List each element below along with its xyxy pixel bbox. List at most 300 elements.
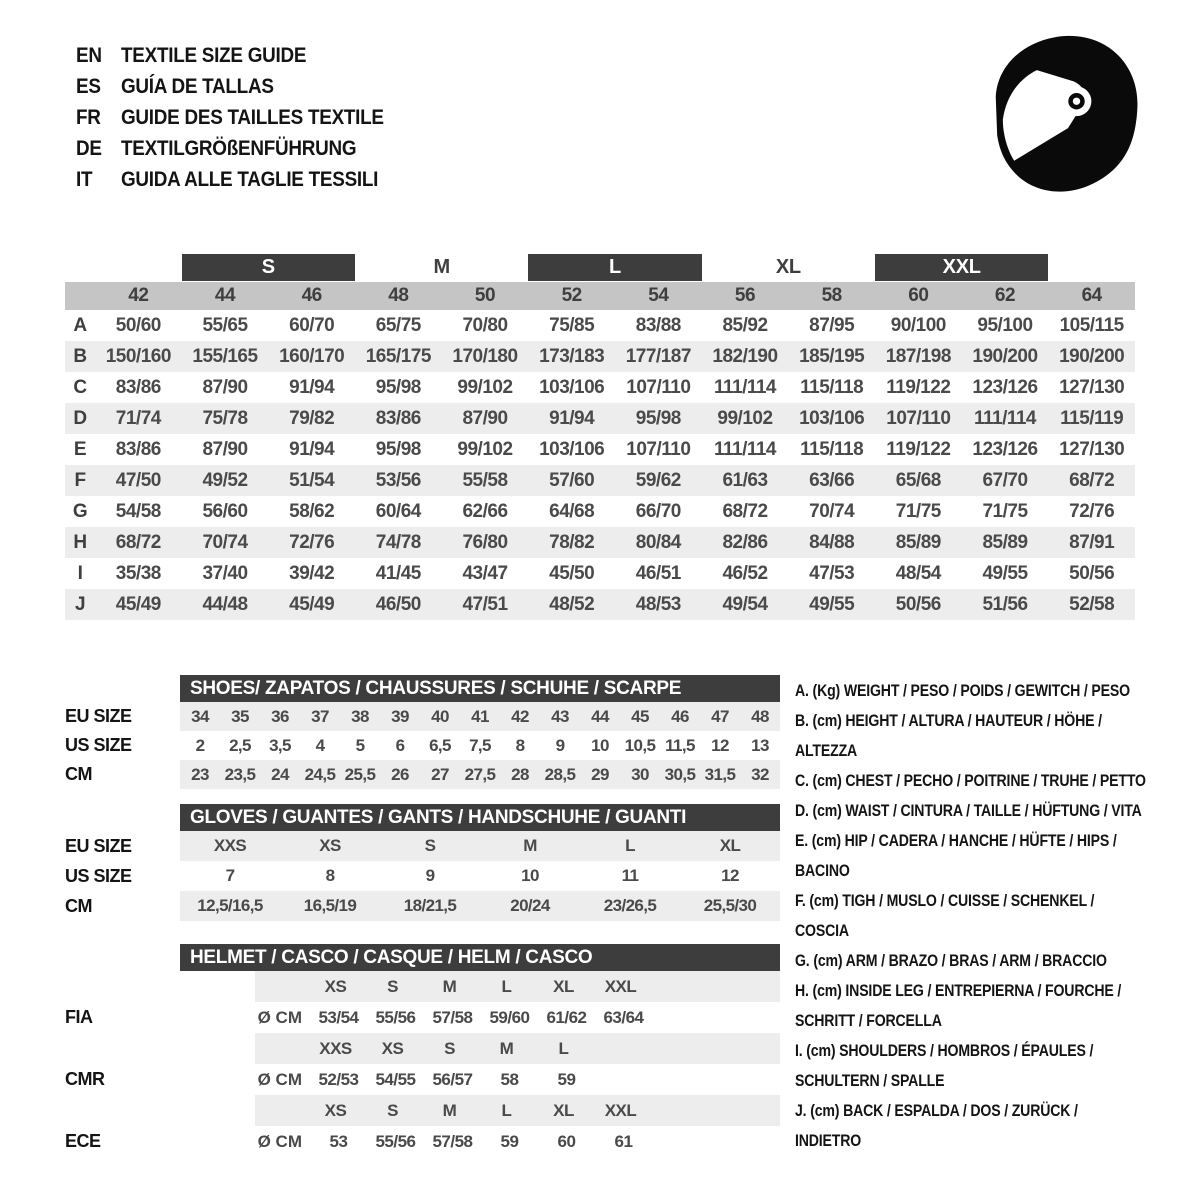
size-value: 123/126 xyxy=(972,438,1038,460)
helmet-size-value: 59 xyxy=(557,1069,576,1089)
legend-item-e: E. (cm) HIP / CADERA / HANCHE / HÜFTE / HIPS / BACINO xyxy=(795,831,1117,880)
size-value: 46/50 xyxy=(375,593,421,615)
size-value: 68/72 xyxy=(722,500,768,522)
spacer xyxy=(65,971,180,1002)
size-value: 68/72 xyxy=(1069,469,1115,491)
size-number-row xyxy=(65,282,1135,310)
shoes-value: 24,5 xyxy=(304,764,336,784)
size-value: 95/100 xyxy=(977,314,1033,336)
size-value: 35/38 xyxy=(115,562,161,584)
legend-item-b: B. (cm) HEIGHT / ALTURA / HAUTEUR / HÖHE / ALTEZZA xyxy=(795,711,1102,760)
shoes-table xyxy=(65,702,780,789)
language-code: IT xyxy=(76,168,93,191)
gloves-value: L xyxy=(625,836,635,855)
helmet-size-header: L xyxy=(501,976,512,996)
shoes-value: 24 xyxy=(271,764,289,784)
size-value: 45/49 xyxy=(115,593,161,615)
size-value: 76/80 xyxy=(462,531,508,553)
shoes-value: 6 xyxy=(395,735,405,755)
helmet-size-value: 57/58 xyxy=(432,1131,473,1151)
size-value: 49/54 xyxy=(722,593,768,615)
shoes-value: 10,5 xyxy=(624,735,656,755)
helmet-size-header: XXS xyxy=(319,1038,352,1058)
size-group-l: L xyxy=(528,254,701,281)
helmet-size-value: 52/53 xyxy=(318,1069,359,1089)
size-value: 160/170 xyxy=(279,345,345,367)
helmet-size-header-row xyxy=(65,1033,780,1064)
helmet-size-header: XS xyxy=(324,976,347,996)
shoes-value: 10 xyxy=(591,735,609,755)
standard-label: ECE xyxy=(65,1131,101,1151)
size-value: 105/115 xyxy=(1059,314,1124,336)
spacer xyxy=(180,971,255,1002)
legend-item-i: I. (cm) SHOULDERS / HOMBROS / ÉPAULES / SCHULTERN / SPALLE xyxy=(795,1041,1094,1090)
measurement-legend xyxy=(795,676,1147,1156)
size-column-header: 56 xyxy=(734,285,756,306)
gloves-value: 18/21,5 xyxy=(403,896,457,915)
size-value: 75/78 xyxy=(202,407,248,429)
legend-item-h: H. (cm) INSIDE LEG / ENTREPIERNA / FOURCHE / SCHRITT / FORCELLA xyxy=(795,981,1122,1030)
shoes-value: 38 xyxy=(351,706,369,726)
helmet-size-value: 56/57 xyxy=(432,1069,473,1089)
size-value: 111/114 xyxy=(713,438,777,460)
helmet-size-header: XL xyxy=(553,1100,574,1120)
size-value: 60/64 xyxy=(375,500,421,522)
gloves-value: M xyxy=(523,836,537,855)
accessory-tables xyxy=(65,675,780,1157)
size-value: 62/66 xyxy=(462,500,508,522)
shoes-value: 25,5 xyxy=(344,764,376,784)
size-column-header: 44 xyxy=(214,285,236,306)
legend-item-g: G. (cm) ARM / BRAZO / BRAS / ARM / BRACCIO xyxy=(795,951,1107,970)
size-value: 85/89 xyxy=(895,531,941,553)
gloves-value: 7 xyxy=(225,866,235,885)
size-column-header: 46 xyxy=(301,285,322,306)
row-letter: D xyxy=(73,407,87,429)
size-value: 85/92 xyxy=(722,314,768,336)
size-value: 111/114 xyxy=(973,407,1037,429)
size-value: 103/106 xyxy=(539,438,605,460)
size-column-header: 42 xyxy=(128,285,149,306)
size-value: 127/130 xyxy=(1059,376,1125,398)
language-code: ES xyxy=(76,75,101,98)
measurement-rows xyxy=(65,310,1135,620)
size-value: 64/68 xyxy=(549,500,595,522)
size-value: 90/100 xyxy=(890,314,946,336)
racing-helmet-icon xyxy=(983,26,1153,202)
shoes-value: 45 xyxy=(631,706,649,726)
shoes-value: 28,5 xyxy=(544,764,576,784)
spacer xyxy=(65,1095,180,1126)
measurement-row-e xyxy=(65,434,1135,465)
size-value: 103/106 xyxy=(539,376,605,398)
row-letter: J xyxy=(74,593,86,615)
helmet-size-value: 53 xyxy=(329,1131,348,1151)
size-value: 115/119 xyxy=(1060,407,1124,429)
size-value: 173/183 xyxy=(539,345,605,367)
size-value: 165/175 xyxy=(365,345,431,367)
language-code: FR xyxy=(76,106,101,129)
size-value: 49/55 xyxy=(982,562,1028,584)
gloves-value: 11 xyxy=(621,866,639,885)
row-label: EU SIZE xyxy=(65,835,132,856)
helmet-value-row-ece xyxy=(65,1126,780,1157)
language-code: DE xyxy=(76,137,102,160)
shoes-value: 37 xyxy=(311,706,329,726)
gloves-value: 8 xyxy=(325,866,335,885)
size-value: 91/94 xyxy=(549,407,595,429)
gloves-value: XS xyxy=(319,836,341,855)
helmet-size-header: M xyxy=(499,1038,514,1058)
measurement-row-d xyxy=(65,403,1135,434)
size-value: 63/66 xyxy=(809,469,855,491)
helmet-size-value: 57/58 xyxy=(432,1007,473,1027)
size-value: 70/74 xyxy=(202,531,248,553)
gloves-value: XXS xyxy=(213,836,247,855)
measurement-row-b xyxy=(65,341,1135,372)
size-value: 85/89 xyxy=(982,531,1028,553)
helmet-title-bar: HELMET / CASCO / CASQUE / HELM / CASCO xyxy=(180,944,780,971)
size-value: 68/72 xyxy=(115,531,161,553)
gloves-row xyxy=(65,861,780,891)
size-value: 83/88 xyxy=(635,314,681,336)
measurement-row-h xyxy=(65,527,1135,558)
size-value: 75/85 xyxy=(549,314,595,336)
shoes-value: 34 xyxy=(191,706,209,726)
legend-item-c: C. (cm) CHEST / PECHO / POITRINE / TRUHE / PETTO xyxy=(795,771,1146,790)
shoes-value: 35 xyxy=(231,706,249,726)
size-value: 115/118 xyxy=(800,376,864,398)
shoes-row xyxy=(65,760,780,789)
legend-item-d: D. (cm) WAIST / CINTURA / TAILLE / HÜFTUNG / VITA xyxy=(795,801,1142,820)
size-value: 49/55 xyxy=(809,593,855,615)
size-value: 71/74 xyxy=(115,407,161,429)
size-value: 47/53 xyxy=(809,562,855,584)
size-column-header: 52 xyxy=(561,285,582,306)
size-value: 99/102 xyxy=(457,376,513,398)
spacer xyxy=(65,1033,180,1064)
size-value: 71/75 xyxy=(982,500,1028,522)
helmet-size-header: M xyxy=(442,976,457,996)
size-value: 87/90 xyxy=(462,407,508,429)
size-value: 87/90 xyxy=(202,438,248,460)
size-value: 107/110 xyxy=(626,376,691,398)
legend-item-j: J. (cm) BACK / ESPALDA / DOS / ZURÜCK / INDIETRO xyxy=(795,1101,1078,1150)
size-value: 95/98 xyxy=(635,407,681,429)
helmet-size-header: S xyxy=(387,976,398,996)
shoes-value: 28 xyxy=(511,764,529,784)
helmet-size-value: 58 xyxy=(500,1069,519,1089)
size-value: 49/52 xyxy=(202,469,248,491)
helmet-size-value: 63/64 xyxy=(603,1007,644,1027)
helmet-sizes-band xyxy=(255,1095,780,1126)
row-letter: H xyxy=(73,531,87,553)
size-value: 119/122 xyxy=(886,438,951,460)
gloves-value: XL xyxy=(719,836,741,855)
size-value: 45/49 xyxy=(289,593,335,615)
size-value: 155/165 xyxy=(192,345,258,367)
size-value: 53/56 xyxy=(375,469,421,491)
row-label: US SIZE xyxy=(65,865,132,886)
row-letter: A xyxy=(73,314,87,336)
shoes-value: 4 xyxy=(315,735,325,755)
size-group-xxl: XXL xyxy=(875,254,1048,281)
size-value: 82/86 xyxy=(722,531,768,553)
size-value: 39/42 xyxy=(289,562,335,584)
size-value: 65/75 xyxy=(375,314,421,336)
gloves-values xyxy=(180,891,780,921)
shoes-value: 41 xyxy=(471,706,489,726)
diameter-unit: Ø CM xyxy=(257,1131,302,1151)
size-value: 72/76 xyxy=(1069,500,1115,522)
language-code: EN xyxy=(76,44,102,67)
shoes-row xyxy=(65,731,780,760)
helmet-value-row-fia xyxy=(65,1002,780,1033)
gloves-values xyxy=(180,861,780,891)
row-letter: I xyxy=(77,562,83,584)
gloves-row xyxy=(65,831,780,861)
gloves-values xyxy=(180,831,780,861)
legend-item-a: A. (Kg) WEIGHT / PESO / POIDS / GEWITCH / PESO xyxy=(795,681,1130,700)
size-value: 66/70 xyxy=(635,500,681,522)
measurement-row-c xyxy=(65,372,1135,403)
helmet-size-header-row xyxy=(65,971,780,1002)
size-value: 56/60 xyxy=(202,500,248,522)
helmet-size-header: XS xyxy=(381,1038,404,1058)
size-value: 99/102 xyxy=(457,438,513,460)
language-title: TEXTILE SIZE GUIDE xyxy=(121,44,307,67)
size-value: 58/62 xyxy=(289,500,335,522)
shoes-value: 13 xyxy=(751,735,769,755)
gloves-value: 12 xyxy=(721,866,739,885)
size-value: 48/53 xyxy=(635,593,681,615)
size-value: 60/70 xyxy=(289,314,335,336)
size-value: 46/51 xyxy=(635,562,681,584)
shoes-value: 8 xyxy=(515,735,525,755)
gloves-value: 16,5/19 xyxy=(303,896,357,915)
helmet-size-value: 55/56 xyxy=(375,1131,416,1151)
size-value: 91/94 xyxy=(289,438,335,460)
measurement-row-i xyxy=(65,558,1135,589)
size-group-header-row xyxy=(65,254,1135,281)
helmet-value-row-cmr xyxy=(65,1064,780,1095)
size-value: 54/58 xyxy=(115,500,161,522)
shoes-value: 30,5 xyxy=(664,764,696,784)
gloves-value: S xyxy=(424,836,436,855)
size-value: 48/54 xyxy=(895,562,941,584)
shoes-value: 36 xyxy=(271,706,289,726)
size-value: 70/80 xyxy=(462,314,508,336)
helmet-size-header: L xyxy=(558,1038,569,1058)
measurement-row-f xyxy=(65,465,1135,496)
language-title: TEXTILGRÖßENFÜHRUNG xyxy=(121,137,357,160)
shoes-value: 47 xyxy=(711,706,729,726)
language-title: GUÍA DE TALLAS xyxy=(121,75,274,98)
helmet-size-header: S xyxy=(387,1100,398,1120)
size-value: 57/60 xyxy=(549,469,595,491)
size-column-header: 62 xyxy=(994,285,1016,306)
size-value: 47/51 xyxy=(462,593,508,615)
size-column-header: 50 xyxy=(474,285,496,306)
helmet-size-header: M xyxy=(442,1100,457,1120)
helmet-size-header: S xyxy=(444,1038,455,1058)
shoes-value: 23 xyxy=(191,764,209,784)
row-label: CM xyxy=(65,764,92,784)
row-label: EU SIZE xyxy=(65,706,132,726)
size-value: 47/50 xyxy=(115,469,161,491)
size-value: 70/74 xyxy=(809,500,855,522)
size-value: 83/86 xyxy=(115,376,161,398)
size-value: 44/48 xyxy=(202,593,248,615)
size-value: 45/50 xyxy=(549,562,595,584)
size-column-header: 64 xyxy=(1081,285,1102,306)
size-value: 87/91 xyxy=(1069,531,1115,553)
size-value: 78/82 xyxy=(549,531,595,553)
diameter-unit: Ø CM xyxy=(257,1007,302,1027)
language-list xyxy=(76,40,508,195)
size-value: 79/82 xyxy=(289,407,335,429)
helmet-size-value: 60 xyxy=(557,1131,576,1151)
language-row xyxy=(76,40,508,71)
shoes-value: 43 xyxy=(551,706,569,726)
size-value: 43/47 xyxy=(462,562,508,584)
shoes-value: 27 xyxy=(431,764,449,784)
shoes-value: 42 xyxy=(511,706,529,726)
row-letter: E xyxy=(73,438,87,460)
size-value: 71/75 xyxy=(895,500,941,522)
helmet-size-header: L xyxy=(501,1100,512,1120)
row-label: US SIZE xyxy=(65,735,132,755)
size-value: 190/200 xyxy=(1059,345,1125,367)
size-value: 37/40 xyxy=(202,562,248,584)
spacer xyxy=(180,1095,255,1126)
size-value: 80/84 xyxy=(635,531,681,553)
gloves-row xyxy=(65,891,780,921)
size-group-s: S xyxy=(182,254,355,281)
shoes-value: 2 xyxy=(195,735,205,755)
size-value: 52/58 xyxy=(1069,593,1115,615)
size-value: 67/70 xyxy=(982,469,1028,491)
size-value: 103/106 xyxy=(799,407,865,429)
gloves-value: 20/24 xyxy=(510,896,550,915)
helmet-size-value: 55/56 xyxy=(375,1007,416,1027)
size-value: 87/90 xyxy=(202,376,248,398)
size-value: 185/195 xyxy=(799,345,865,367)
size-value: 41/45 xyxy=(375,562,421,584)
shoes-value: 31,5 xyxy=(704,764,736,784)
size-value: 50/56 xyxy=(1069,562,1115,584)
size-value: 123/126 xyxy=(972,376,1038,398)
racing-helmet-icon-svg xyxy=(983,26,1153,202)
size-value: 150/160 xyxy=(105,345,171,367)
shoes-value: 32 xyxy=(751,764,769,784)
shoes-value: 11,5 xyxy=(665,735,695,755)
measurement-row-a xyxy=(65,310,1135,341)
shoes-value: 29 xyxy=(591,764,609,784)
measurement-row-j xyxy=(65,589,1135,620)
helmet-size-header: XS xyxy=(324,1100,347,1120)
size-value: 115/118 xyxy=(800,438,864,460)
helmet-size-value: 59/60 xyxy=(489,1007,530,1027)
size-value: 107/110 xyxy=(886,407,951,429)
shoes-values xyxy=(180,702,780,731)
size-value: 87/95 xyxy=(809,314,855,336)
shoes-value: 27,5 xyxy=(464,764,496,784)
shoes-value: 30 xyxy=(631,764,649,784)
size-group-m: M xyxy=(433,256,450,278)
corner-cell xyxy=(65,282,95,310)
size-value: 55/65 xyxy=(202,314,248,336)
shoes-value: 5 xyxy=(355,735,365,755)
shoes-value: 44 xyxy=(591,706,609,726)
size-value: 51/54 xyxy=(289,469,335,491)
standard-label: CMR xyxy=(65,1069,105,1089)
helmet-size-value: 54/55 xyxy=(375,1069,416,1089)
shoes-value: 9 xyxy=(555,735,565,755)
helmet-size-value: 59 xyxy=(500,1131,519,1151)
helmet-size-header-row xyxy=(65,1095,780,1126)
size-column-header: 48 xyxy=(388,285,409,306)
size-value: 182/190 xyxy=(712,345,778,367)
measurement-row-g xyxy=(65,496,1135,527)
size-value: 190/200 xyxy=(972,345,1038,367)
size-column-header: 60 xyxy=(908,285,929,306)
shoes-value: 3,5 xyxy=(269,735,291,755)
size-value: 187/198 xyxy=(885,345,951,367)
spacer xyxy=(180,1033,255,1064)
gloves-value: 23/26,5 xyxy=(603,896,657,915)
language-row xyxy=(76,164,508,195)
size-value: 91/94 xyxy=(289,376,335,398)
language-row xyxy=(76,102,508,133)
row-letter: B xyxy=(73,345,87,367)
shoes-title-bar: SHOES/ ZAPATOS / CHAUSSURES / SCHUHE / SCARPE xyxy=(180,675,780,702)
size-value: 84/88 xyxy=(809,531,855,553)
gloves-title-bar: GLOVES / GUANTES / GANTS / HANDSCHUHE / GUANTI xyxy=(180,804,780,831)
size-value: 48/52 xyxy=(549,593,595,615)
gloves-value: 25,5/30 xyxy=(703,896,757,915)
helmet-size-value: 61/62 xyxy=(546,1007,587,1027)
size-column-header: 58 xyxy=(821,285,842,306)
shoes-value: 2,5 xyxy=(229,735,251,755)
helmet-sizes-band xyxy=(255,971,780,1002)
helmet-size-header: XXL xyxy=(604,1100,637,1120)
helmet-table xyxy=(65,971,780,1157)
shoes-value: 6,5 xyxy=(429,735,451,755)
size-value: 74/78 xyxy=(375,531,421,553)
size-value: 50/60 xyxy=(115,314,161,336)
row-label: CM xyxy=(65,895,92,916)
row-letter: G xyxy=(72,500,88,522)
language-title: GUIDA ALLE TAGLIE TESSILI xyxy=(121,168,379,191)
helmet-size-header: XL xyxy=(553,976,574,996)
shoes-values xyxy=(180,760,780,789)
size-value: 177/187 xyxy=(625,345,691,367)
legend-item-f: F. (cm) TIGH / MUSLO / CUISSE / SCHENKEL / COSCIA xyxy=(795,891,1095,940)
size-column-header: 54 xyxy=(648,285,669,306)
diameter-unit: Ø CM xyxy=(257,1069,302,1089)
shoes-value: 26 xyxy=(391,764,409,784)
helmet-size-value: 53/54 xyxy=(318,1007,359,1027)
helmet-size-header: XXL xyxy=(604,976,637,996)
size-value: 72/76 xyxy=(289,531,335,553)
shoes-value: 39 xyxy=(391,706,409,726)
language-row xyxy=(76,133,508,164)
size-value: 83/86 xyxy=(375,407,421,429)
row-letter: F xyxy=(74,469,86,491)
standard-label: FIA xyxy=(65,1007,93,1027)
gloves-value: 10 xyxy=(521,866,539,885)
